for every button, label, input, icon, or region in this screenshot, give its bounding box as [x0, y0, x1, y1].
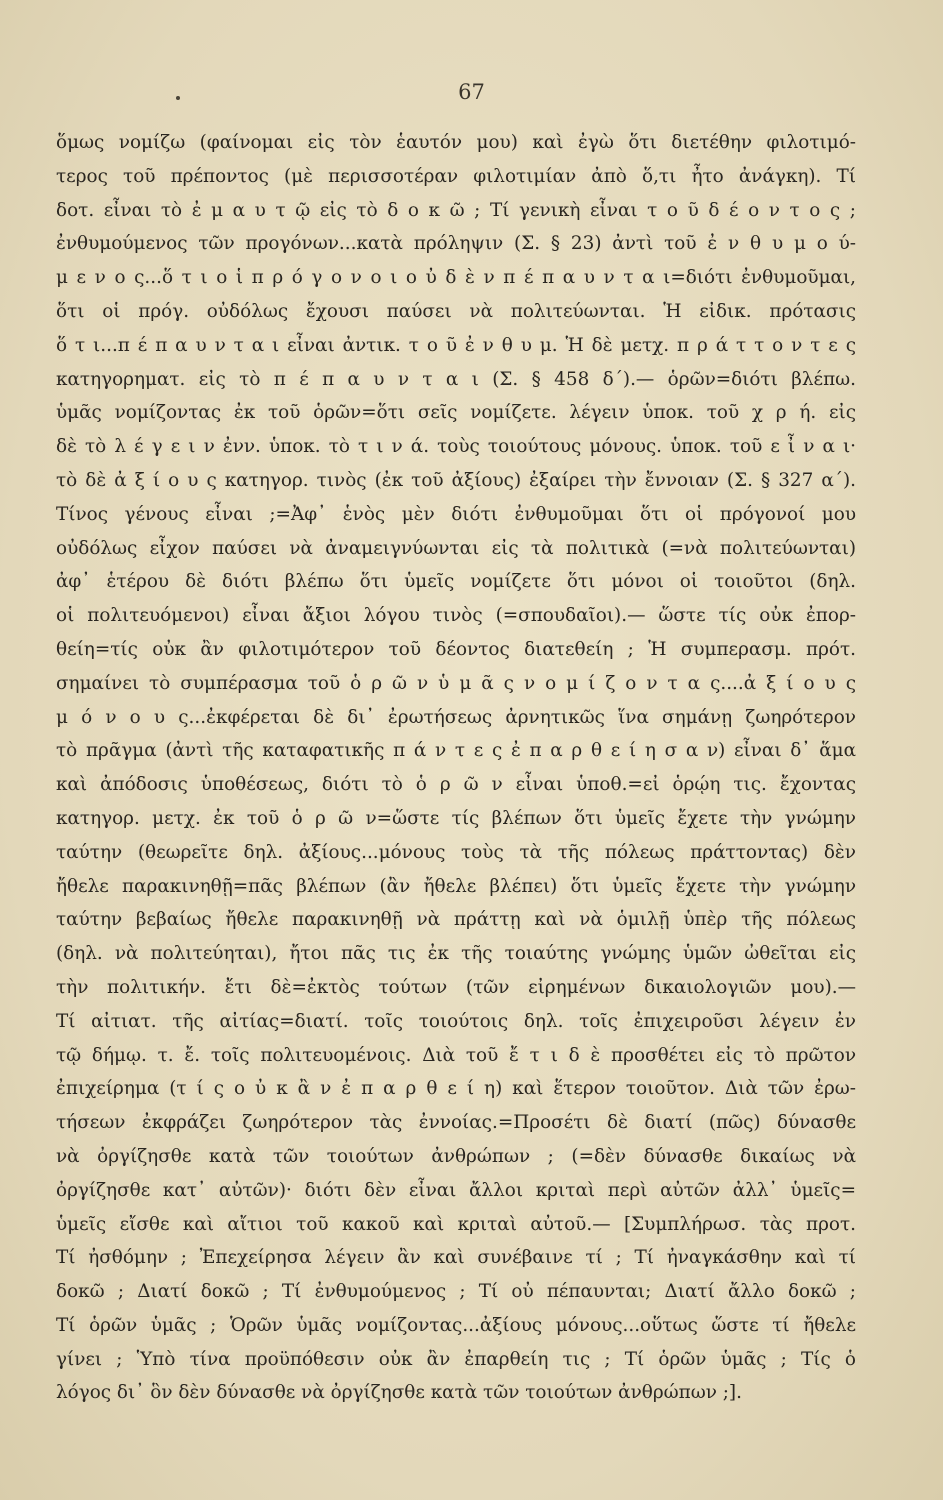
text-line: Τί ὁρῶν ὑμᾶς ; Ὁρῶν ὑμᾶς νομίζοντας...ἀξίους μόνους...οὕτως ὥστε τί ἤθελε — [56, 1314, 856, 1336]
text-line: μ ε ν ο ς...ὅ τ ι ο ἱ π ρ ό γ ο ν ο ι ο ὐ δ ὲ ν π έ π α υ ν τ α ι=διότι ἐνθυμοῦμαι, — [56, 267, 856, 289]
text-line: Τίνος γένους εἶναι ;=Ἀφ᾽ ἑνὸς μὲν διότι ἐνθυμοῦμαι ὅτι οἱ πρόγονοί μου — [56, 503, 856, 525]
text-line: (δηλ. νὰ πολιτεύηται), ἤτοι πᾶς τις ἐκ τῆς τοιαύτης γνώμης ὑμῶν ὠθεῖται εἰς — [56, 943, 856, 965]
text-line: οὐδόλως εἶχον παύσει νὰ ἀναμειγνύωνται εἰς τὰ πολιτικὰ (=νὰ πολιτεύωνται) — [56, 537, 856, 559]
text-line: δὲ τὸ λ έ γ ε ι ν ἐνν. ὑποκ. τὸ τ ι ν ά. τοὺς τοιούτους μόνους. ὑποκ. τοῦ ε ἶ ν α ι· — [56, 436, 856, 458]
text-line: τὸ δὲ ἀ ξ ί ο υ ς κατηγορ. τινὸς (ἐκ τοῦ ἀξίους) ἐξαίρει τὴν ἔννοιαν (Σ. § 327 α΄). — [56, 469, 856, 491]
text-line: ταύτην βεβαίως ἤθελε παρακινηθῇ νὰ πράττῃ καὶ νὰ ὁμιλῇ ὑπὲρ τῆς πόλεως — [56, 909, 856, 931]
text-line: γίνει ; Ὑπὸ τίνα προϋπόθεσιν οὐκ ἂν ἐπαρθείη τις ; Τί ὁρῶν ὑμᾶς ; Τίς ὁ — [56, 1348, 856, 1370]
text-line: τερος τοῦ πρέποντος (μὲ περισσοτέραν φιλοτιμίαν ἀπὸ ὅ,τι ἦτο ἀνάγκη). Τί — [56, 165, 856, 187]
text-line: ἐνθυμούμενος τῶν προγόνων...κατὰ πρόληψιν (Σ. § 23) ἀντὶ τοῦ ἐ ν θ υ μ ο ύ- — [56, 233, 856, 255]
text-line: τῷ δήμῳ. τ. ἔ. τοῖς πολιτευομένοις. Διὰ τοῦ ἔ τ ι δ ὲ προσθέτει εἰς τὸ πρῶτον — [56, 1044, 856, 1066]
text-line: ὅτι οἱ πρόγ. οὐδόλως ἔχουσι παύσει νὰ πολιτεύωνται. Ἡ εἰδικ. πρότασις — [56, 300, 856, 322]
text-line: μ ό ν ο υ ς...ἐκφέρεται δὲ δι᾽ ἐρωτήσεως ἀρνητικῶς ἵνα σημάνῃ ζωηρότερον — [56, 706, 856, 728]
text-line: κατηγορηματ. εἰς τὸ π έ π α υ ν τ α ι (Σ. § 458 δ΄).— ὁρῶν=διότι βλέπω. — [56, 368, 856, 390]
text-line: τήσεων ἐκφράζει ζωηρότερον τὰς ἐννοίας.=Προσέτι δὲ διατί (πῶς) δύνασθε — [56, 1112, 856, 1134]
text-line: ὀργίζησθε κατ᾽ αὐτῶν)· διότι δὲν εἶναι ἄλλοι κριταὶ περὶ αὐτῶν ἀλλ᾽ ὑμεῖς= — [56, 1179, 856, 1201]
commentary-text — [56, 126, 856, 1410]
text-line: Τί ἠσθόμην ; Ἐπεχείρησα λέγειν ἂν καὶ συνέβαινε τί ; Τί ἠναγκάσθην καὶ τί — [56, 1247, 856, 1269]
text-line: ὅμως νομίζω (φαίνομαι εἰς τὸν ἑαυτόν μου) καὶ ἐγὼ ὅτι διετέθην φιλοτιμό- — [56, 132, 856, 153]
text-line: ὑμᾶς νομίζοντας ἐκ τοῦ ὁρῶν=ὅτι σεῖς νομίζετε. λέγειν ὑποκ. τοῦ χ ρ ή. εἰς — [56, 402, 856, 424]
text-line: ὑμεῖς εἴσθε καὶ αἴτιοι τοῦ κακοῦ καὶ κριταὶ αὐτοῦ.— [Συμπλήρωσ. τὰς προτ. — [56, 1213, 856, 1235]
text-line: ταύτην (θεωρεῖτε δηλ. ἀξίους...μόνους τοὺς τὰ τῆς πόλεως πράττοντας) δὲν — [56, 841, 856, 863]
text-line: θείη=τίς οὐκ ἂν φιλοτιμότερον τοῦ δέοντος διατεθείη ; Ἡ συμπερασμ. πρότ. — [56, 638, 856, 660]
text-line: ἐπιχείρημα (τ ί ς ο ὐ κ ἂ ν ἐ π α ρ θ ε ί η) καὶ ἕτερον τοιοῦτον. Διὰ τῶν ἐρω- — [56, 1078, 856, 1100]
text-line: λόγος δι᾽ ὃν δὲν δύνασθε νὰ ὀργίζησθε κατὰ τῶν τοιούτων ἀνθρώπων ;]. — [56, 1382, 742, 1404]
text-line: Τί αἰτιατ. τῆς αἰτίας=διατί. τοῖς τοιούτοις δηλ. τοῖς ἐπιχειροῦσι λέγειν ἐν — [56, 1010, 856, 1032]
text-line: καὶ ἀπόδοσις ὑποθέσεως, διότι τὸ ὁ ρ ῶ ν εἶναι ὑποθ.=εἰ ὁρῴη τις. ἔχοντας — [56, 774, 856, 796]
text-line: ὅ τ ι...π έ π α υ ν τ α ι εἶναι ἀντικ. τ ο ῦ ἐ ν θ υ μ. Ἡ δὲ μετχ. π ρ ά τ τ ο ν τ ε ς — [56, 334, 856, 356]
text-line: σημαίνει τὸ συμπέρασμα τοῦ ὁ ρ ῶ ν ὑ μ ᾶ ς ν ο μ ί ζ ο ν τ α ς....ἀ ξ ί ο υ ς — [56, 672, 856, 694]
text-line: τὴν πολιτικήν. ἔτι δὲ=ἐκτὸς τούτων (τῶν εἰρημένων δικαιολογιῶν μου).— — [56, 976, 856, 998]
text-line: οἱ πολιτευόμενοι) εἶναι ἄξιοι λόγου τινὸς (=σπουδαῖοι).— ὥστε τίς οὐκ ἐπορ- — [56, 605, 856, 627]
text-line: ἀφ᾽ ἑτέρου δὲ διότι βλέπω ὅτι ὑμεῖς νομίζετε ὅτι μόνοι οἱ τοιοῦτοι (δηλ. — [56, 571, 856, 593]
text-line: κατηγορ. μετχ. ἐκ τοῦ ὁ ρ ῶ ν=ὥστε τίς βλέπων ὅτι ὑμεῖς ἔχετε τὴν γνώμην — [56, 807, 856, 829]
text-line: δοτ. εἶναι τὸ ἐ μ α υ τ ῷ εἰς τὸ δ ο κ ῶ ; Τί γενικὴ εἶναι τ ο ῦ δ έ ο ν τ ο ς ; — [56, 199, 856, 221]
ink-speck — [176, 96, 180, 100]
text-line: ἤθελε παρακινηθῇ=πᾶς βλέπων (ἂν ἤθελε βλέπει) ὅτι ὑμεῖς ἔχετε τὴν γνώμην — [56, 875, 856, 897]
text-line: δοκῶ ; Διατί δοκῶ ; Τί ἐνθυμούμενος ; Τί οὐ πέπαυνται; Διατί ἄλλο δοκῶ ; — [56, 1281, 856, 1303]
text-line: τὸ πρᾶγμα (ἀντὶ τῆς καταφατικῆς π ά ν τ ε ς ἐ π α ρ θ ε ί η σ α ν) εἶναι δ᾽ ἅμα — [56, 740, 856, 762]
text-line: νὰ ὀργίζησθε κατὰ τῶν τοιούτων ἀνθρώπων ; (=δὲν δύνασθε δικαίως νὰ — [56, 1145, 856, 1167]
page-number: 67 — [458, 80, 485, 104]
